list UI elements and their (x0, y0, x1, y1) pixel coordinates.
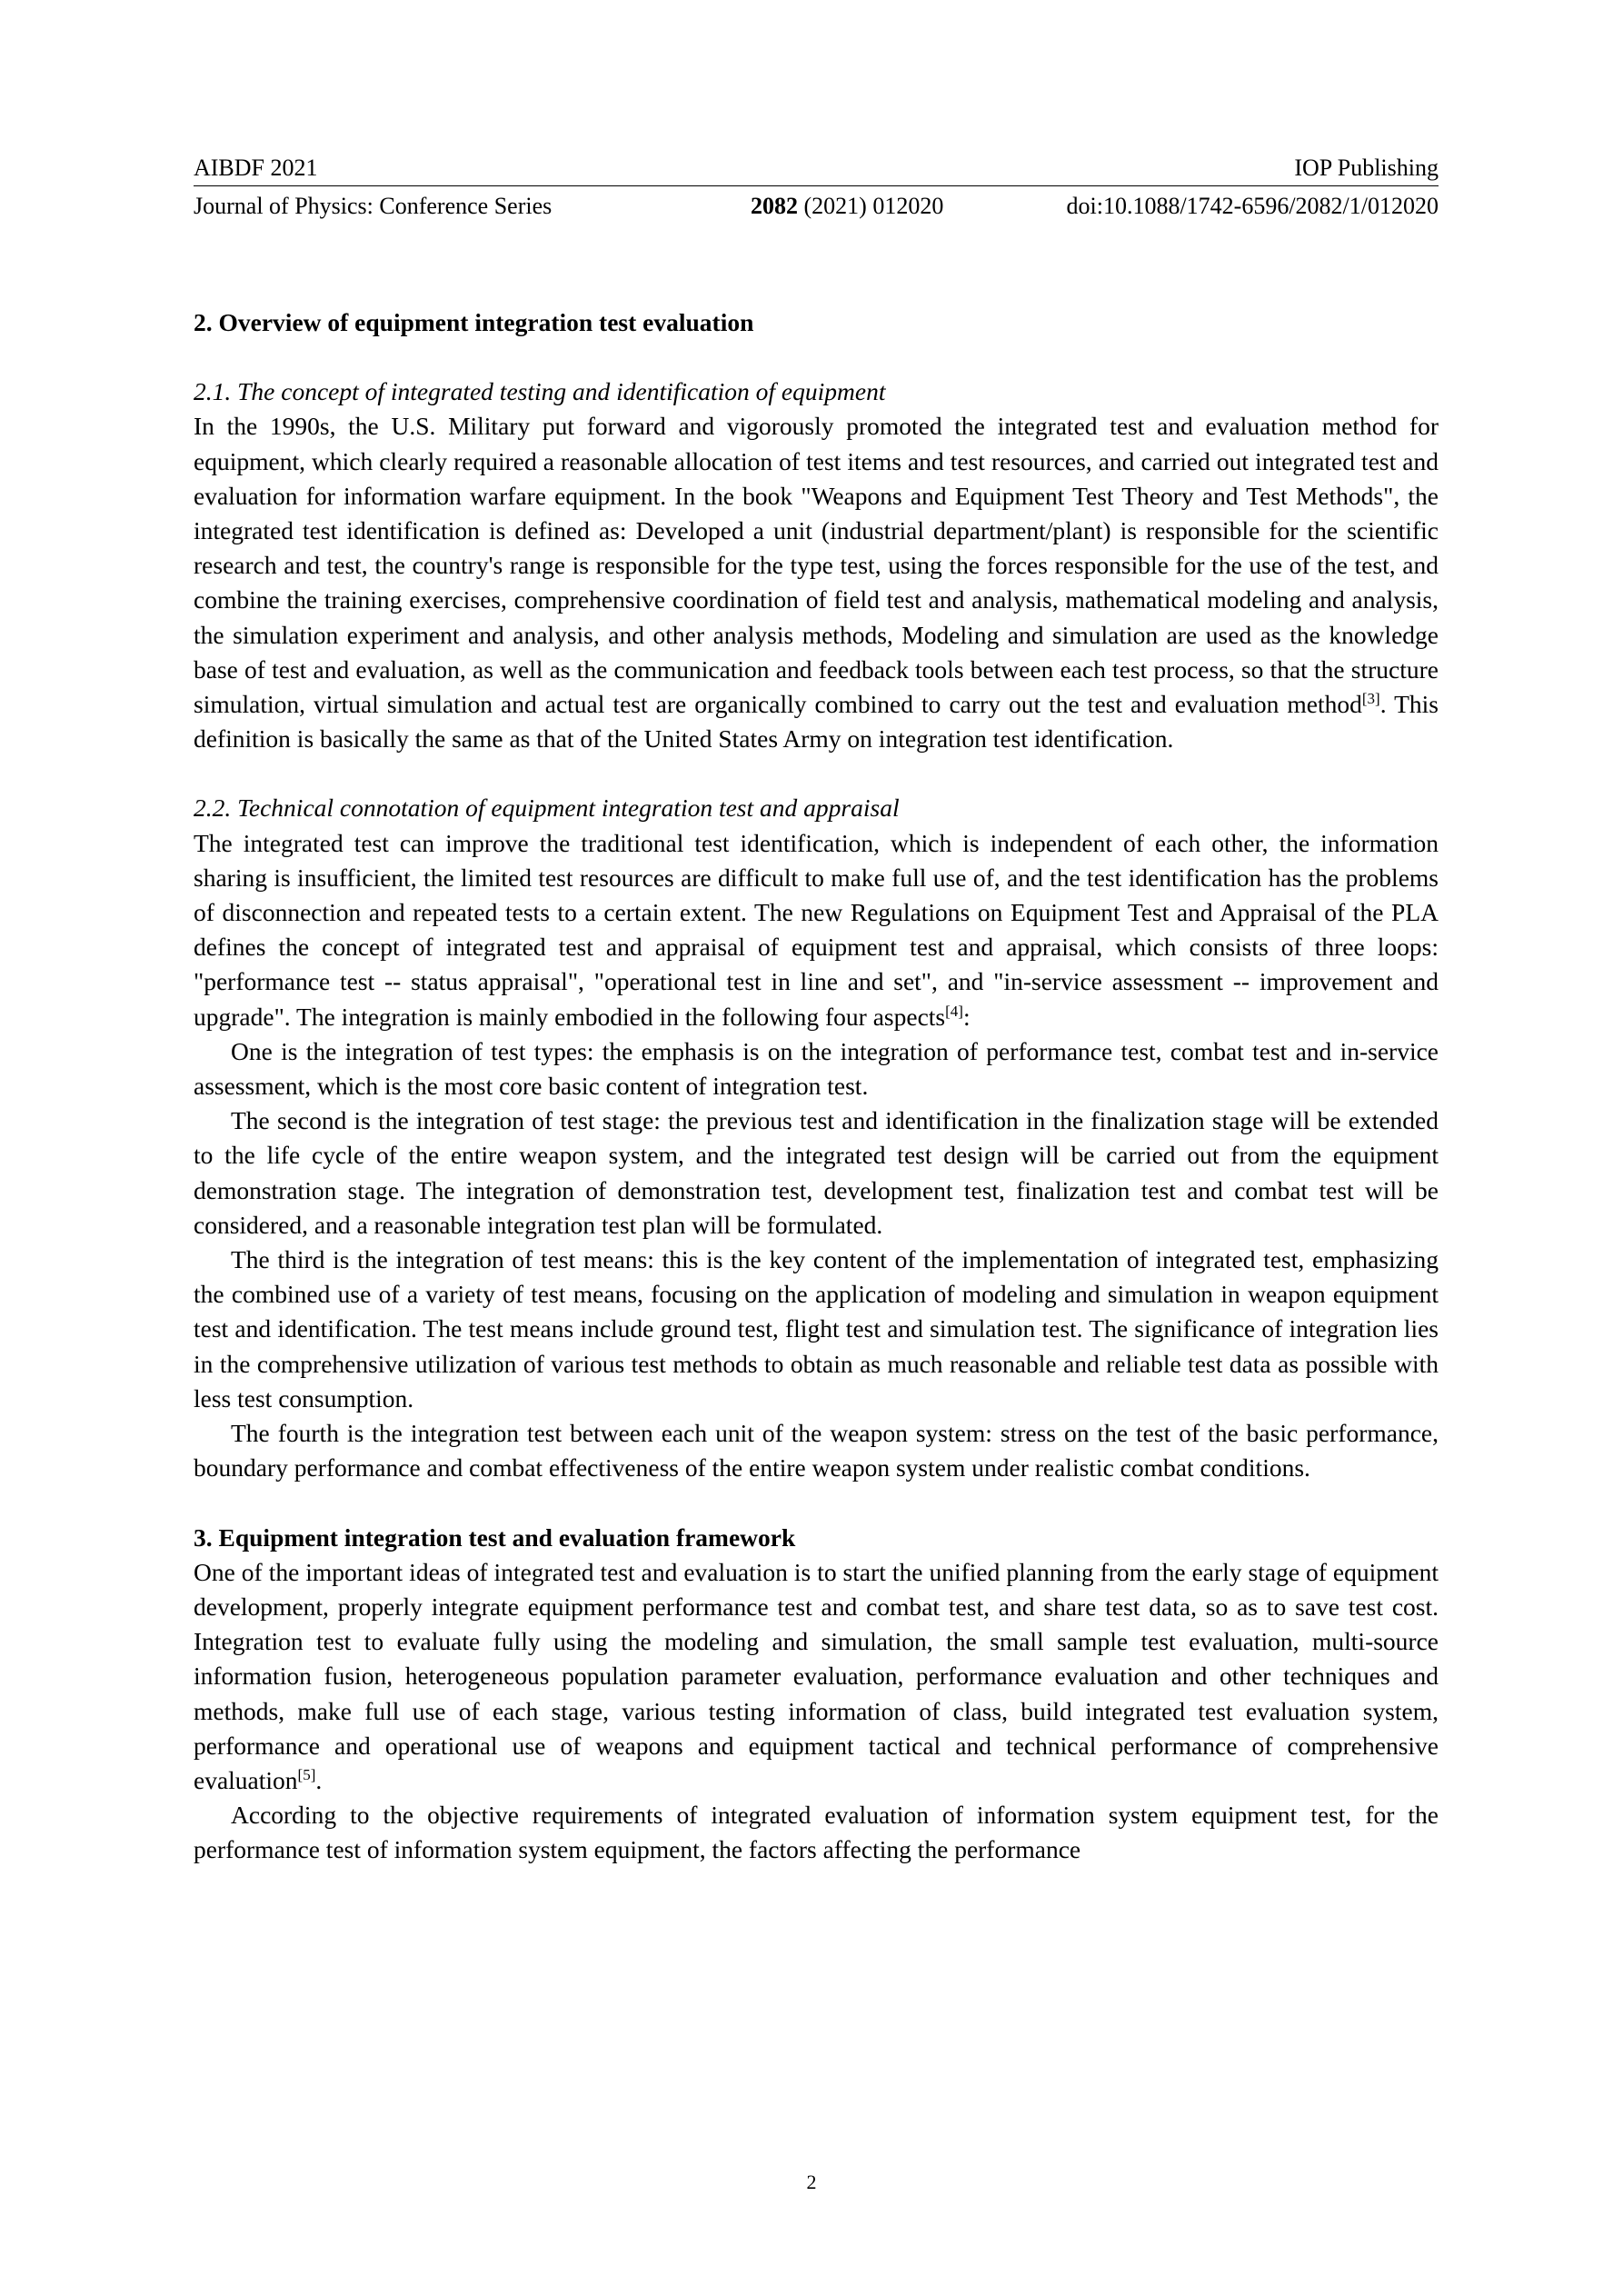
running-header-journal (194, 189, 1439, 224)
section-2-2-paragraph-2: One is the integration of test types: the emphasis is on the integration of performance test, combat test and in-service assessment, which is the most core basic content of integration test. (194, 1036, 1439, 1101)
section-2-1-paragraph: In the 1990s, the U.S. Military put forward and vigorously promoted the integrated test and evaluation method for equipment, which clearly required a reasonable allocation of test items and test resources, and carried out integrated test and evaluation for information warfare equipment. In the book "Weapons and Equipment Test Theory and Test Methods", the integrated test identification is defined as: Developed a unit (industrial department/plant) is responsible for the scientific research and test, the country's range is responsible for the type test, using the forces responsible for the use of the test, and combine the training exercises, comprehensive coordination of field test and analysis, mathematical modeling and analysis, the simulation experiment and analysis, and other analysis methods, Modeling and simulation are used as the knowledge base of test and evaluation, as well as the communication and feedback tools between each test process, so that the structure simulation, virtual simulation and actual test are organically combined to carry out the test and evaluation method[3]. This definition is basically the same as that of the United States Army on integration test identification. (194, 412, 1439, 754)
section-2-2-paragraph-3: The second is the integration of test stage: the previous test and identification in the finalization stage will be extended to the life cycle of the entire weapon system, and the integrated test design will be carried out from the equipment demonstration stage. The integration of demonstration test, development test, finalization test and combat test will be considered, and a reasonable integration test plan will be formulated. (194, 1106, 1439, 1239)
publisher-name: IOP Publishing (1294, 155, 1439, 181)
journal-name: Journal of Physics: Conference Series (194, 193, 553, 219)
section-2-2-paragraph-5: The fourth is the integration test between each unit of the weapon system: stress on the test of the basic performance, boundary performance and combat effectiveness of the entire weapon system under realistic combat conditions. (194, 1419, 1439, 1482)
conference-name: AIBDF 2021 (194, 155, 318, 181)
section-2-2-heading: 2.2. Technical connotation of equipment integration test and appraisal (194, 794, 900, 823)
header-row-top (194, 151, 1439, 185)
page-number: 2 (806, 2171, 817, 2193)
section-3-paragraph-1: One of the important ideas of integrated test and evaluation is to start the unified planning from the early stage of equipment development, properly integrate equipment performance test and combat test, and share test data, so as to save test cost. Integration test to evaluate fully using the modeling and simulation, the small sample test evaluation, multi-source information fusion, heterogeneous population parameter evaluation, performance evaluation and other techniques and methods, make full use of each stage, various testing information of class, build integrated test evaluation system, performance and operational use of weapons and equipment tactical and technical performance of comprehensive evaluation[5]. (194, 1557, 1439, 1794)
section-2-heading: 2. Overview of equipment integration test evaluation (194, 308, 754, 336)
section-2-2-paragraph-4: The third is the integration of test means: this is the key content of the implementation of integrated test, emphasizing the combined use of a variety of test means, focusing on the application of modeling and simulation in weapon equipment test and identification. The test means include ground test, flight test and simulation test. The significance of integration lies in the comprehensive utilization of various test methods to obtain as much reasonable and reliable test data as possible with less test consumption. (194, 1245, 1439, 1413)
section-3-paragraph-2: According to the objective requirements of integrated evaluation of information system equipment test, for the performance test of information system equipment, the factors affecting the performance (194, 1801, 1439, 1864)
section-2-1-heading: 2.1. The concept of integrated testing and identification of equipment (194, 377, 886, 406)
volume-number: 2082 (751, 193, 798, 219)
section-2-2-paragraph-1: The integrated test can improve the traditional test identification, which is independent of each other, the information sharing is insufficient, the limited test resources are difficult to make full use of, and the test identification has the problems of disconnection and repeated tests to a certain extent. The new Regulations on Equipment Test and Appraisal of the PLA defines the concept of integrated test and appraisal of equipment test and appraisal, which consists of three loops: "performance test -- status appraisal", "operational test in line and set", and "in-service assessment -- improvement and upgrade". The integration is mainly embodied in the following four aspects[4]: (194, 828, 1439, 1031)
citation-5: [5] (297, 1765, 316, 1783)
citation-3: [3] (1361, 689, 1380, 707)
doi: doi:10.1088/1742-6596/2082/1/012020 (1066, 193, 1439, 219)
running-header (194, 151, 1439, 185)
citation-4: [4] (945, 1002, 963, 1020)
header-row-bottom (194, 189, 1439, 224)
section-3-heading: 3. Equipment integration test and evaluation framework (194, 1522, 796, 1552)
main-content (194, 305, 1439, 1868)
header-rule (194, 185, 1439, 186)
year-article: (2021) 012020 (803, 193, 944, 219)
volume-info (751, 189, 943, 224)
